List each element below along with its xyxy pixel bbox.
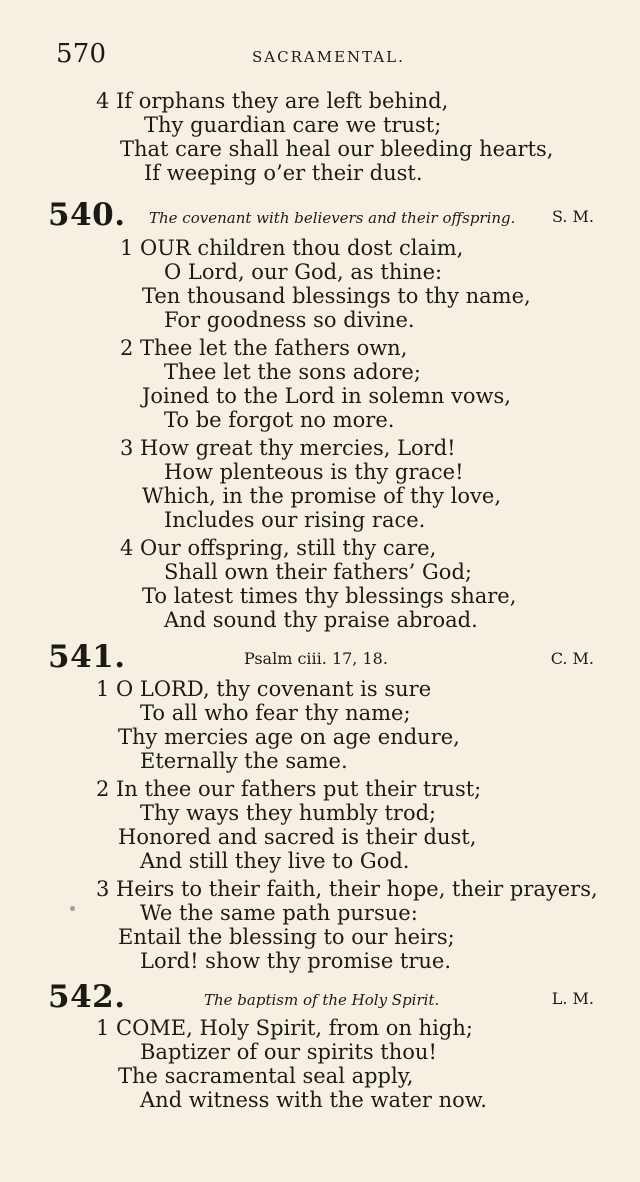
verse-line: Thy ways they humbly trod; (140, 801, 437, 825)
verse-line: Shall own their fathers’ God; (164, 560, 472, 584)
verse-text: Thee let the fathers own, (140, 336, 408, 360)
verse-text: How great thy mercies, Lord! (140, 436, 456, 460)
verse-line: Baptizer of our spirits thou! (140, 1040, 437, 1064)
verse-line: If weeping o’er their dust. (144, 161, 423, 185)
hymn-number: 541. (48, 639, 126, 675)
hymn-meter: C. M. (550, 649, 594, 668)
verse-line: To be forgot no more. (164, 408, 395, 432)
hymn-title: The covenant with believers and their offspring. (149, 209, 516, 227)
verse-line (96, 89, 448, 113)
verse-line: Honored and sacred is their dust, (118, 825, 477, 849)
verse-line (120, 336, 407, 360)
verse-number: 2 (96, 777, 110, 801)
verse-text: Our offspring, still thy care, (140, 536, 437, 560)
verse-line: Entail the blessing to our heirs; (118, 925, 455, 949)
verse-line: Ten thousand blessings to thy name, (142, 284, 531, 308)
verse-line: Eternally the same. (140, 749, 348, 773)
verse-line: We the same path pursue: (140, 901, 418, 925)
verse-number: 1 (96, 677, 110, 701)
verse-line: For goodness so divine. (164, 308, 415, 332)
verse-line: That care shall heal our bleeding hearts, (120, 137, 554, 161)
verse-line (120, 236, 463, 260)
hymn-542-heading (48, 979, 596, 1016)
verse-number: 3 (96, 877, 110, 901)
verse-text: COME, Holy Spirit, from on high; (116, 1016, 473, 1040)
hymn-meter: L. M. (551, 989, 594, 1008)
hymn-meter: S. M. (551, 207, 594, 226)
verse-line: Includes our rising race. (164, 508, 426, 532)
verse-line (120, 436, 456, 460)
verse-line: How plenteous is thy grace! (164, 460, 464, 484)
verse-line: Thy mercies age on age endure, (118, 725, 460, 749)
hymn-540-heading (48, 197, 596, 234)
verse-line (120, 536, 436, 560)
verse-number: 1 (96, 1016, 110, 1040)
verse-line: Thy guardian care we trust; (144, 113, 442, 137)
verse-line: Joined to the Lord in solemn vows, (142, 384, 511, 408)
verse-line: Thee let the sons adore; (164, 360, 421, 384)
verse-line: The sacramental seal apply, (118, 1064, 414, 1088)
hymn-number: 542. (48, 979, 126, 1015)
verse-line (96, 877, 598, 901)
verse-line: And sound thy praise abroad. (164, 608, 478, 632)
verse-number: 2 (120, 336, 134, 360)
hymn-number: 540. (48, 197, 126, 233)
page-header (56, 40, 596, 74)
print-speck (70, 906, 75, 911)
verse-text: O LORD, thy covenant is sure (116, 677, 432, 701)
verse-number: 1 (120, 236, 134, 260)
verse-text: In thee our fathers put their trust; (116, 777, 482, 801)
page-number: 570 (56, 39, 107, 69)
verse-number: 3 (120, 436, 134, 460)
verse-line: Lord! show thy promise true. (140, 949, 452, 973)
hymn-541-heading (48, 639, 596, 676)
verse-line (96, 777, 481, 801)
hymn-title: The baptism of the Holy Spirit. (204, 991, 440, 1009)
verse-line: To all who fear thy name; (140, 701, 411, 725)
verse-line (96, 1016, 473, 1040)
verse-number: 4 (120, 536, 134, 560)
verse-text: OUR children thou dost claim, (140, 236, 464, 260)
verse-line: And witness with the water now. (140, 1088, 487, 1112)
verse-line (96, 677, 431, 701)
running-head: SACRAMENTAL. (252, 48, 405, 66)
verse-text: Heirs to their faith, their hope, their prayers, (116, 877, 598, 901)
verse-line: To latest times thy blessings share, (142, 584, 517, 608)
verse-line: And still they live to God. (140, 849, 410, 873)
verse-number: 4 (96, 89, 110, 113)
verse-line: O Lord, our God, as thine: (164, 260, 443, 284)
verse-line: Which, in the promise of thy love, (142, 484, 501, 508)
hymn-title: Psalm ciii. 17, 18. (244, 649, 388, 668)
verse-text: If orphans they are left behind, (116, 89, 449, 113)
